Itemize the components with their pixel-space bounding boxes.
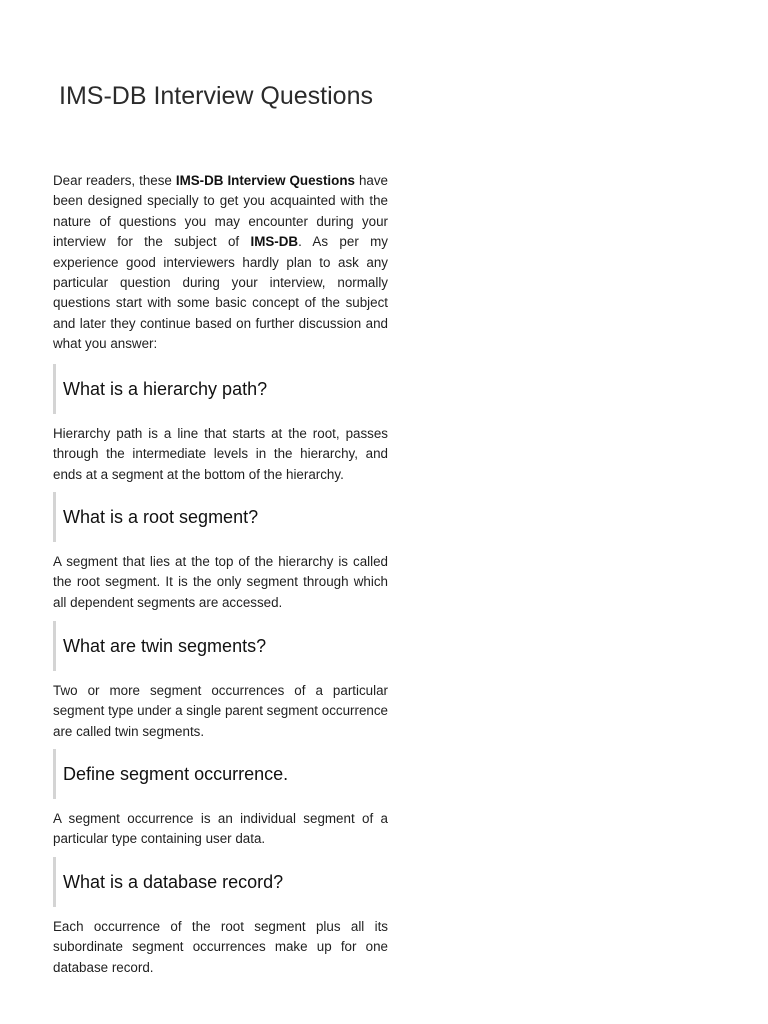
question-heading: What is a hierarchy path?	[53, 364, 388, 414]
answer-text: Each occurrence of the root segment plus all its subordinate segment occurrences make up for one database record.	[53, 919, 388, 975]
intro-text: . As per my experience good interviewers hardly plan to ask any particular question during your interview, normally questions start with some basic concept of the subject and later they continue based on further discussion and what you answer:	[53, 234, 388, 352]
question-heading: What are twin segments?	[53, 621, 388, 671]
answer-text: A segment that lies at the top of the hierarchy is called the root segment. It is the only segment through which all dependent segments are accessed.	[53, 554, 388, 610]
answer-text: Hierarchy path is a line that starts at the root, passes through the intermediate levels in the hierarchy, and ends at a segment at the bottom of the hierarchy.	[53, 426, 388, 482]
intro-paragraph	[53, 171, 388, 355]
qa-item	[53, 857, 388, 978]
page-title: IMS-DB Interview Questions	[59, 82, 373, 110]
qa-item	[53, 621, 388, 742]
answer-text: A segment occurrence is an individual segment of a particular type containing user data.	[53, 811, 388, 847]
intro-bold-topic: IMS-DB Interview Questions	[175, 173, 355, 188]
intro-text: have been designed specially to get you acquainted with the nature of questions you may encounter during your interview for the subject of	[53, 173, 388, 250]
answer-text: Two or more segment occurrences of a particular segment type under a single parent segment occurrence are called twin segments.	[53, 683, 388, 739]
intro-text: Dear readers, these	[53, 173, 176, 188]
qa-item	[53, 364, 388, 485]
question-heading: What is a root segment?	[53, 492, 388, 542]
qa-item	[53, 749, 388, 850]
intro-bold-subject: IMS-DB	[250, 234, 299, 250]
question-heading: What is a database record?	[53, 857, 388, 907]
question-heading: Define segment occurrence.	[53, 749, 388, 799]
qa-item	[53, 492, 388, 613]
